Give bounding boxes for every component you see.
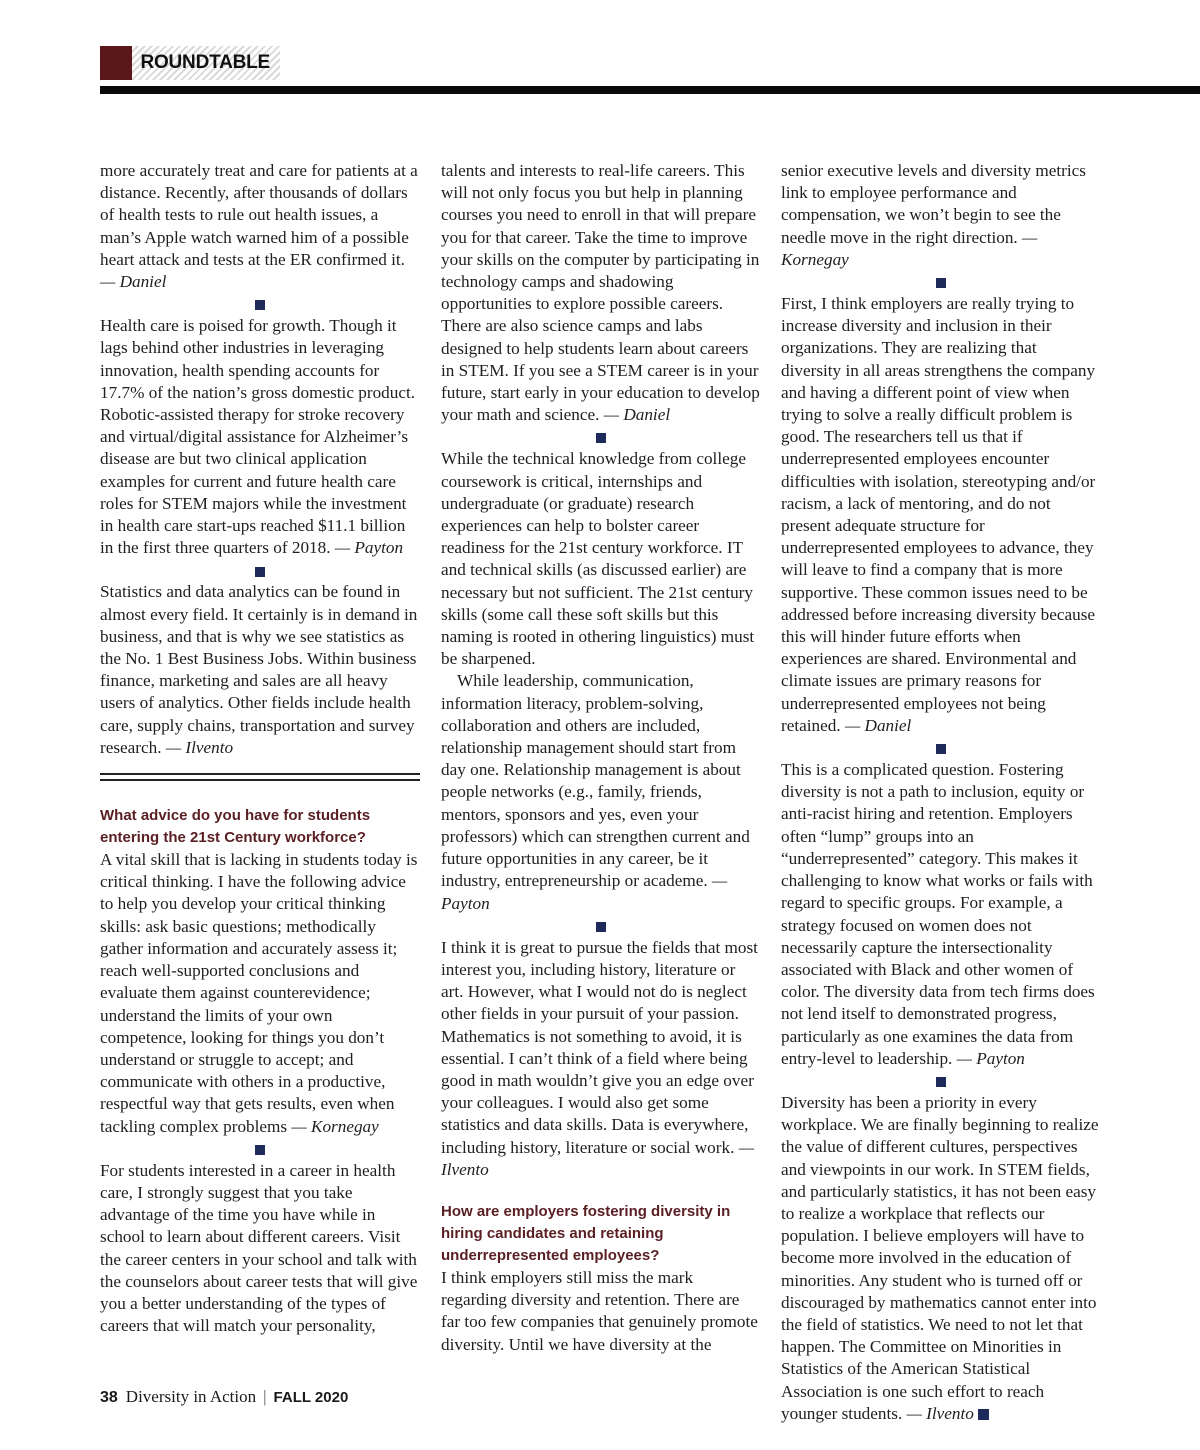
author-signature: — Daniel — [844, 715, 912, 735]
square-bullet-icon — [596, 922, 606, 932]
square-bullet-icon — [596, 433, 606, 443]
author-signature: — Daniel — [100, 272, 167, 292]
paragraph — [781, 1092, 1101, 1425]
separator — [441, 426, 761, 448]
paragraph-text: Health care is poised for growth. Though it lags behind other industries in leveraging innovation, health spending accounts for 17.7% of the nation’s gross domestic product. Robotic-assisted therapy for stroke recovery and virtual/digital assistance for Alzheimer’s disease are but two clinical application examples for current and future health care roles for STEM majors while the investment in health care start-ups reached $11.1 billion in the first three quarters of 2018. — [100, 316, 416, 558]
footer-divider: | — [263, 1387, 267, 1406]
paragraph-text: While leadership, communication, information literacy, problem-solving, collaboration and others are included, relationship management should start from day one. Relationship management is about people networks (e.g., family, friends, mentors, sponsors and yes, even your professors) which can strengthen current and future opportunities in any career, be it industry, entrepreneurship or academe. — [441, 671, 750, 891]
header-rule — [100, 86, 1200, 94]
square-bullet-icon — [936, 744, 946, 754]
section-label: ROUNDTABLE — [132, 46, 280, 80]
article-column-3 — [781, 160, 1101, 1425]
separator — [100, 559, 420, 581]
author-signature: — Ilvento — [906, 1403, 974, 1423]
paragraph — [781, 293, 1101, 737]
paragraph: While the technical knowledge from college coursework is critical, internships and undergraduate (or graduate) research experiences can help to bolster career readiness for the 21st century workforce. IT and technical skills (as discussed earlier) are necessary but not sufficient. The 21st century skills (some call these soft skills but this naming is rooted in othering linguistics) must be sharpened. — [441, 449, 755, 669]
spacer — [441, 1181, 761, 1201]
paragraph-text: A vital skill that is lacking in students today is critical thinking. I have the following advice to help you develop your critical thinking skills: ask basic questions; methodically gather information and accurately assess it; reach well-supported conclusions and evaluate them against counterevidence; understand the limits of your own competence, looking for things you don’t understand or struggle to accept; and communicate with others in a productive, respectful way that gets results, even when tackling complex problems — [100, 850, 418, 1136]
author-signature: — Payton — [956, 1048, 1025, 1068]
paragraph-text: senior executive levels and diversity metrics link to employee performance and compensation, we won’t begin to see the needle move in the right direction. — [781, 161, 1086, 247]
question-heading: What advice do you have for students entering the 21st Century workforce? — [100, 807, 371, 847]
separator — [100, 1138, 420, 1160]
issue-label: FALL 2020 — [273, 1389, 349, 1406]
question-heading: How are employers fostering diversity in hiring candidates and retaining underrepresented employees? — [441, 1202, 731, 1264]
author-signature: — Daniel — [603, 405, 671, 425]
publication-name: Diversity in Action — [125, 1387, 257, 1406]
paragraph — [100, 581, 420, 759]
paragraph-text: Diversity has been a priority in every workplace. We are finally beginning to realize the value of different cultures, perspectives and viewpoints in our work. In STEM fields, and particularly statistics, it has not been easy to realize a workplace that reflects our population. I believe employers will have to become more involved in the education of minorities. Any student who is turned off or discouraged by mathematics cannot enter into the field of statistics. We need to not let that happen. The Committee on Minorities in Statistics of the American Statistical Association is one such effort to reach younger students. — [781, 1092, 1099, 1423]
section-tag-block — [100, 46, 132, 80]
paragraph — [100, 160, 420, 293]
author-signature: — Ilvento — [441, 1137, 754, 1179]
page-number: 38 — [100, 1389, 118, 1406]
end-of-article-icon — [978, 1409, 989, 1420]
paragraph-text: This is a complicated question. Fostering diversity is not a path to inclusion, equity or anti-racist hiring and retention. Employers often “lump” groups into an “underrepresented” category. This makes it challenging to know what works or fails with regard to specific groups. For example, a strategy focused on women does not necessarily capture the intersectionality associated with Black and other women of color. The diversity data from tech firms does not lend itself to demonstrated progress, particularly as one examines the data from entry-level to leadership. — [781, 760, 1095, 1068]
paragraph-text: Statistics and data analytics can be found in almost every field. It certainly is in demand in business, and that is why we see statistics as the No. 1 Best Business Jobs. Within business finance, marketing and sales are all heavy users of analytics. Other fields include health care, supply chains, transportation and survey research. — [100, 582, 418, 757]
author-signature: — Ilvento — [165, 737, 234, 757]
author-signature: — Kornegay — [291, 1116, 379, 1136]
separator — [781, 737, 1101, 759]
square-bullet-icon — [936, 278, 946, 288]
separator — [100, 293, 420, 315]
square-bullet-icon — [255, 300, 265, 310]
article-column-1 — [100, 160, 420, 1337]
square-bullet-icon — [255, 567, 265, 577]
paragraph-text: I think it is great to pursue the fields that most interest you, including history, literature or art. However, what I would not do is neglect other fields in your pursuit of your passion. Mathematics is not something to avoid, it is essential. I can’t think of a field where being good in math wouldn’t give you an edge over your colleagues. I would also get some statistics and data skills. Data is everywhere, including history, literature or social work. — [441, 937, 758, 1157]
author-signature: — Kornegay — [781, 227, 1038, 269]
paragraph — [100, 849, 420, 1138]
paragraph — [441, 937, 761, 1181]
square-bullet-icon — [255, 1145, 265, 1155]
paragraph: For students interested in a career in health care, I strongly suggest that you take advantage of the time you have while in school to learn about different careers. Visit the career centers in your school and talk with the counselors about career tests that will give you a better understanding of the types of careers that will match your personality, — [100, 1160, 418, 1336]
paragraph — [781, 160, 1101, 271]
section-divider — [100, 773, 420, 781]
separator — [781, 271, 1101, 293]
paragraph — [441, 670, 761, 914]
paragraph — [100, 315, 420, 559]
paragraph-text: talents and interests to real-life careers. This will not only focus you but help in planning courses you need to enroll in that will prepare you for that career. Take the time to improve your skills on the computer by participating in technology camps and shadowing opportunities to explore possible careers. There are also science camps and labs designed to help students learn about careers in STEM. If you see a STEM career is in your future, start early in your education to develop your math and science. — [441, 161, 760, 425]
square-bullet-icon — [936, 1077, 946, 1087]
paragraph: I think employers still miss the mark regarding diversity and retention. There are far too few companies that genuinely promote diversity. Until we have diversity at the — [441, 1267, 758, 1354]
author-signature: — Payton — [441, 871, 728, 913]
article-column-2 — [441, 160, 761, 1356]
separator — [781, 1070, 1101, 1092]
section-tag — [100, 46, 280, 80]
paragraph — [441, 160, 761, 426]
paragraph-text: First, I think employers are really trying to increase diversity and inclusion in their organizations. They are realizing that diversity in all areas strengthens the company and having a different point of view when trying to solve a really difficult problem is good. The researchers tell us that if underrepresented employees encounter difficulties with isolation, stereotyping and/or racism, a lack of mentoring, and do not present adequate structure for underrepresented employees to advance, they will leave to find a company that is more supportive. These common issues need to be addressed before increasing diversity because this will hinder future efforts when experiences are shared. Environmental and climate issues are primary reasons for underrepresented employees not being retained. — [781, 294, 1096, 735]
page-footer — [100, 1386, 348, 1409]
paragraph-text: more accurately treat and care for patients at a distance. Recently, after thousands of dollars of health tests to rule out health issues, a man’s Apple watch warned him of a possible heart attack and tests at the ER confirmed it. — [100, 161, 418, 269]
paragraph — [781, 759, 1101, 1070]
author-signature: — Payton — [334, 538, 404, 558]
separator — [441, 915, 761, 937]
